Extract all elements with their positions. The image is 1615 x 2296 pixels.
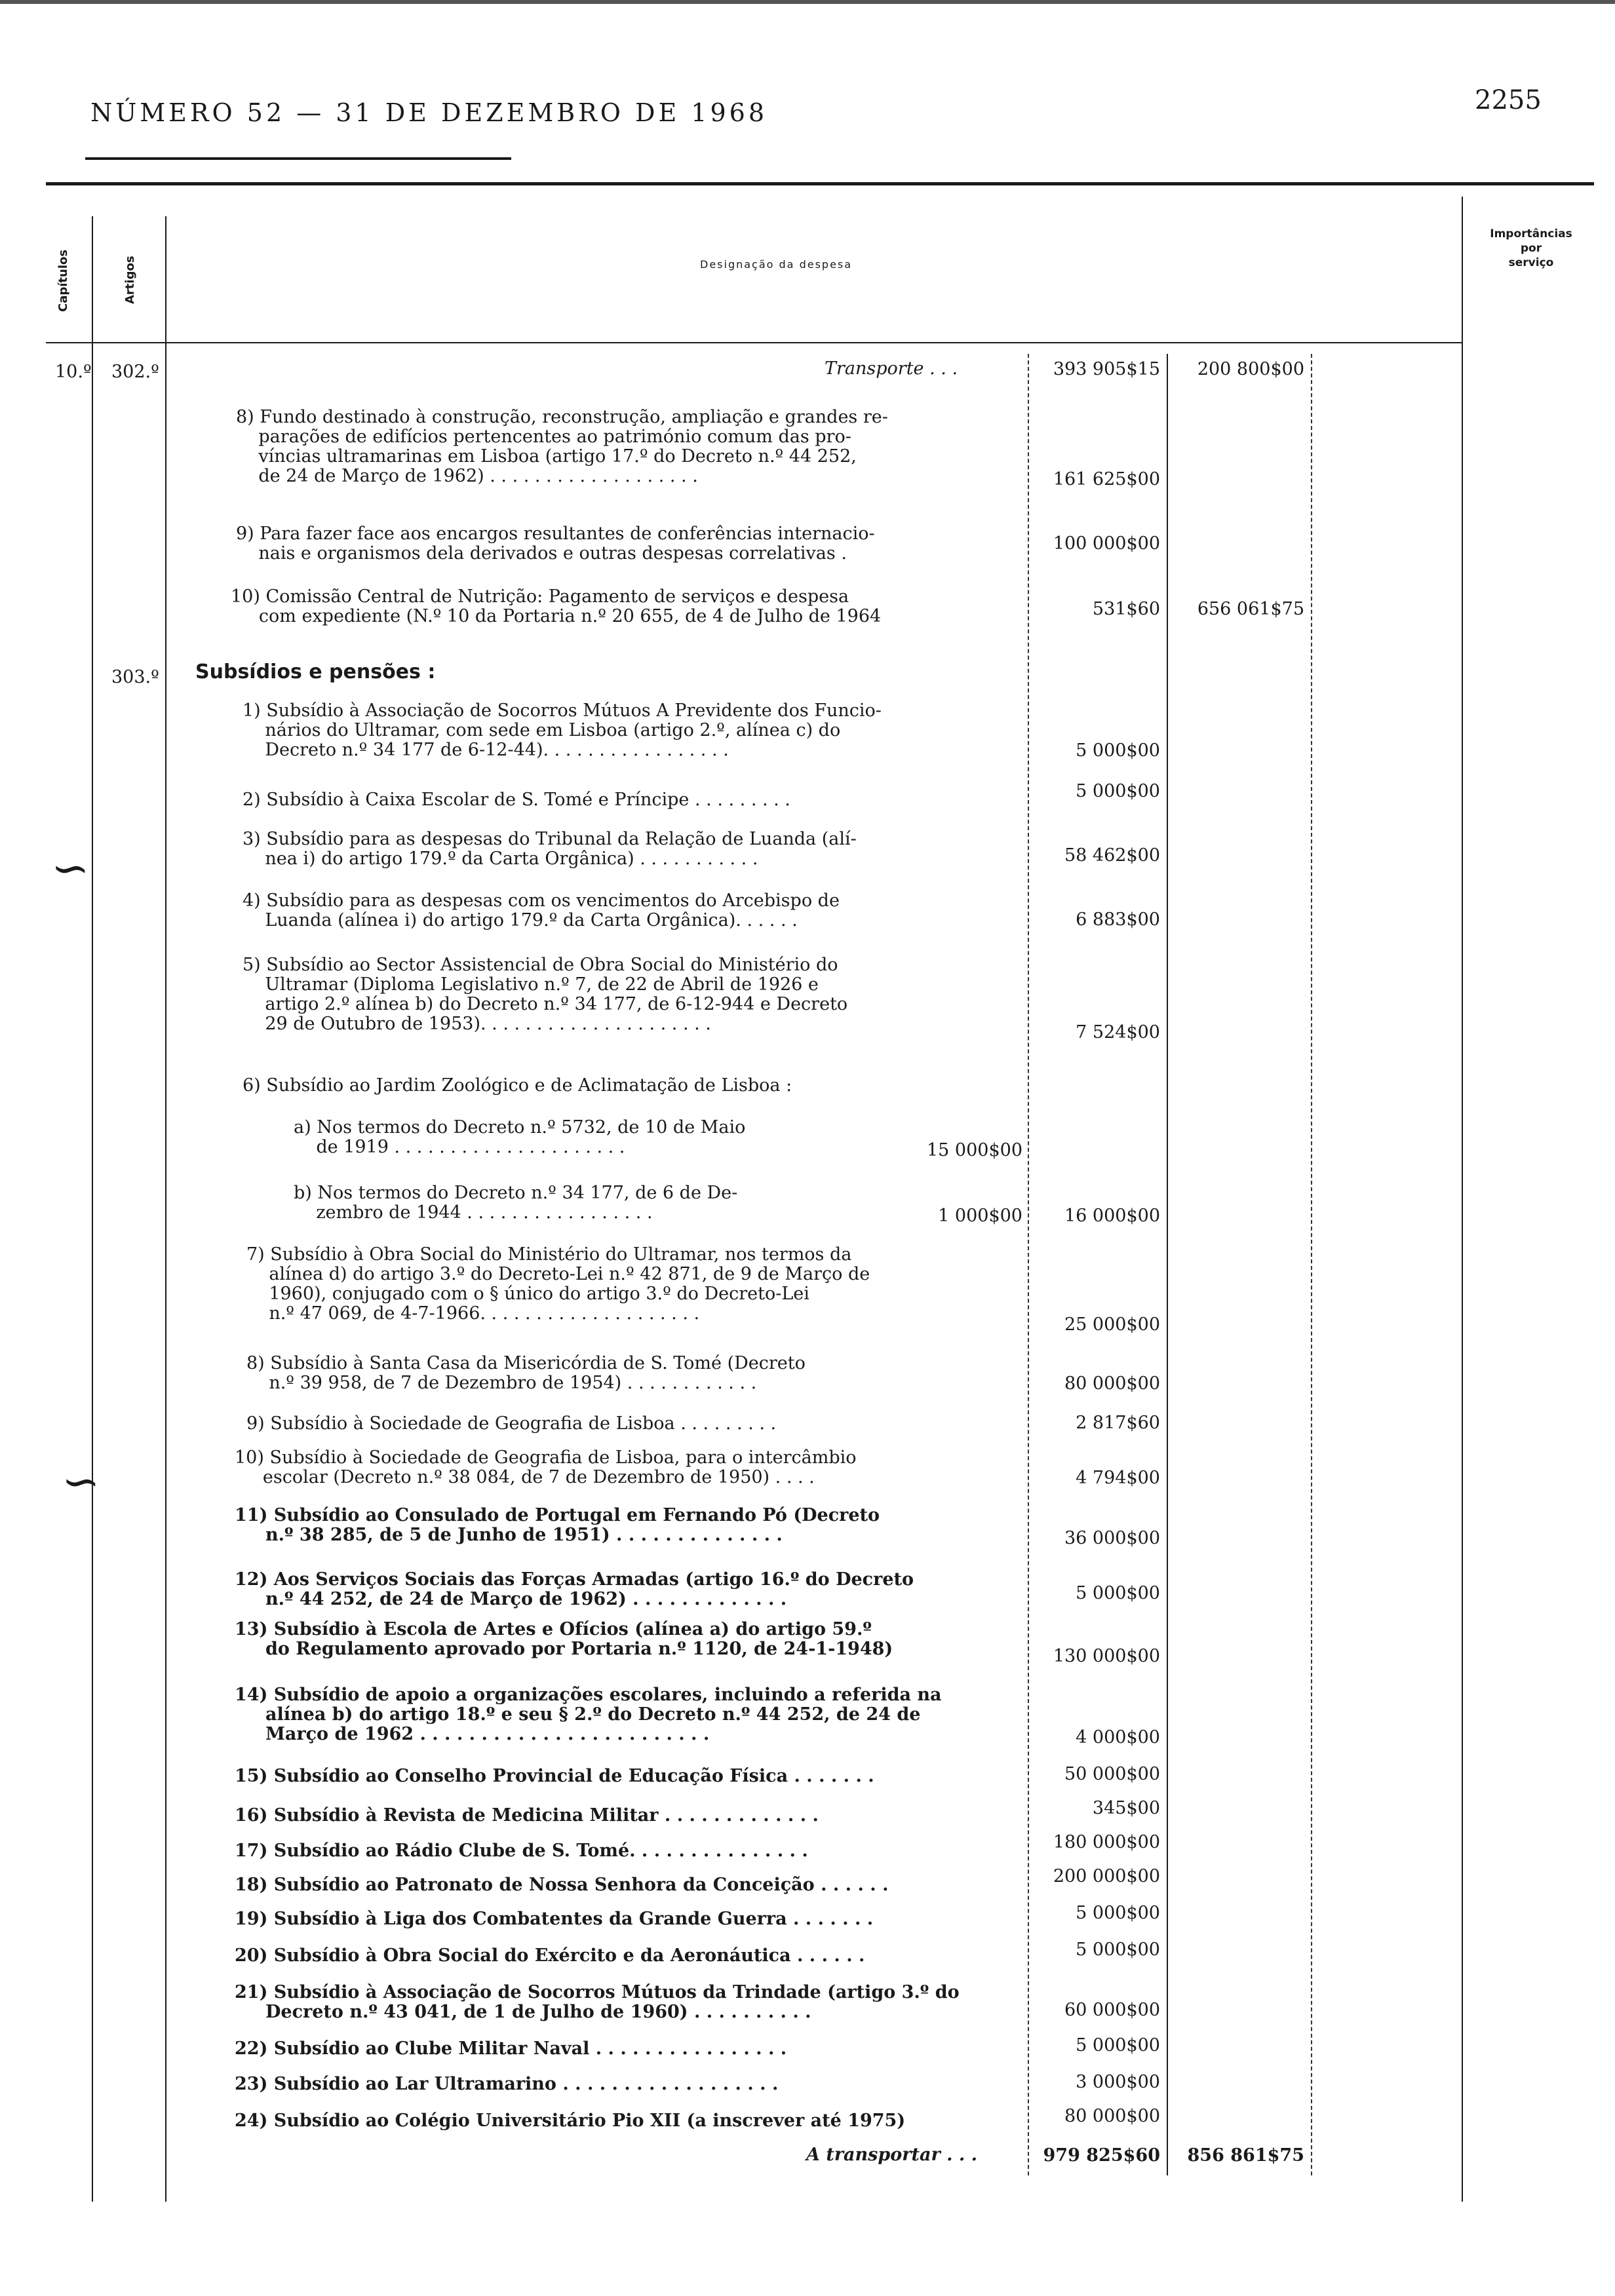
item-303-18-amount: 200 000$00 <box>1053 1866 1160 1886</box>
transporte-amount-1: 393 905$15 <box>1053 359 1160 379</box>
item-302-10-total: 656 061$75 <box>1197 599 1304 619</box>
col-divider-amount-a <box>1028 354 1029 2175</box>
item-303-15-text: 15) Subsídio ao Conselho Provincial de Educação Física . . . . . . . <box>235 1766 874 1786</box>
item-303-20-amount: 5 000$00 <box>1076 1940 1160 1960</box>
item-303-11-text: 11) Subsídio ao Consulado de Portugal em Fernando Pó (Decreto n.º 38 285, de 5 de Junho de 1951) . . . . . . . . . . . . . . <box>235 1505 880 1545</box>
col-divider-amount-c <box>1311 354 1312 2175</box>
capitulo-number: 10.º <box>55 362 92 382</box>
item-303-24-amount: 80 000$00 <box>1064 2106 1160 2126</box>
col-divider-importancias <box>1462 197 1463 2202</box>
item-303-9-text: 9) Subsídio à Sociedade de Geografia de Lisboa . . . . . . . . . <box>246 1413 777 1434</box>
item-303-6b-amount: 1 000$00 <box>938 1206 1022 1226</box>
item-303-14-text: 14) Subsídio de apoio a organizações escolares, incluindo a referida na alínea b) do artigo 18.º e seu § 2.º do Decreto n.º 44 252, de 24 de Março de 1962 . . . . . . . . . . . . . . . . . . . . . . . . <box>235 1685 942 1744</box>
a-transportar-amount-2: 856 861$75 <box>1187 2145 1304 2166</box>
item-303-10-text: 10) Subsídio à Sociedade de Geografia de Lisboa, para o intercâmbio escolar (Decreto n.º 38 084, de 7 de Dezembro de 1950) . . . . <box>235 1447 857 1487</box>
item-303-21-text: 21) Subsídio à Associação de Socorros Mútuos da Trindade (artigo 3.º do Decreto n.º 43 041, de 1 de Julho de 1960) . . . . . . . . . . <box>235 1982 960 2022</box>
transporte-amount-2: 200 800$00 <box>1197 359 1304 379</box>
item-303-19-text: 19) Subsídio à Liga dos Combatentes da Grande Guerra . . . . . . . <box>235 1909 874 1929</box>
col-header-artigos: Artigos <box>123 256 137 304</box>
margin-mark-icon: ∽ <box>51 841 90 895</box>
item-303-6a-text: a) Nos termos do Decreto n.º 5732, de 10 de Maio de 1919 . . . . . . . . . . . . . . . . . . . . . <box>294 1117 746 1157</box>
importancias-line-1: Importâncias <box>1490 227 1572 240</box>
item-302-9-text: 9) Para fazer face aos encargos resultantes de conferências internacio- nais e organismos dela derivados e outras despesas correlativas . <box>236 524 875 564</box>
item-303-2-text: 2) Subsídio à Caixa Escolar de S. Tomé e Príncipe . . . . . . . . . <box>243 790 790 810</box>
item-303-17-amount: 180 000$00 <box>1053 1832 1160 1852</box>
item-303-10-amount: 4 794$00 <box>1076 1468 1160 1488</box>
item-303-1-amount: 5 000$00 <box>1076 740 1160 761</box>
item-303-12-text: 12) Aos Serviços Sociais das Forças Armadas (artigo 16.º do Decreto n.º 44 252, de 24 de Março de 1962) . . . . . . . . . . . . . <box>235 1569 914 1609</box>
artigo-302: 302.º <box>111 362 159 382</box>
item-303-6-text: 6) Subsídio ao Jardim Zoológico e de Aclimatação de Lisboa : <box>243 1075 792 1096</box>
transporte-label: Transporte . . . <box>825 358 958 379</box>
item-303-7-amount: 25 000$00 <box>1064 1314 1160 1335</box>
a-transportar-amount-1: 979 825$60 <box>1043 2145 1160 2166</box>
item-303-6b-text: b) Nos termos do Decreto n.º 34 177, de 6 de De- zembro de 1944 . . . . . . . . . . . . . . . . . <box>294 1183 738 1223</box>
item-303-16-text: 16) Subsídio à Revista de Medicina Militar . . . . . . . . . . . . . <box>235 1805 819 1826</box>
col-header-capitulos: Capítulos <box>56 249 70 312</box>
item-303-23-text: 23) Subsídio ao Lar Ultramarino . . . . . . . . . . . . . . . . . . <box>235 2074 779 2094</box>
item-303-6-total: 16 000$00 <box>1064 1206 1160 1226</box>
col-divider-capitulos <box>92 216 93 2202</box>
item-303-17-text: 17) Subsídio ao Rádio Clube de S. Tomé. . . . . . . . . . . . . . . <box>235 1841 808 1861</box>
item-302-8-text: 8) Fundo destinado à construção, reconstrução, ampliação e grandes re- parações de edifícios pertencentes ao património comum das pro- víncias ultramarinas em Lisboa (artigo 17.º do Decreto n.º 44 252, de 24 de Março de 1962) . . . . . . . . . . . . . . . . . . . <box>236 407 888 486</box>
item-303-21-amount: 60 000$00 <box>1064 2000 1160 2020</box>
item-303-15-amount: 50 000$00 <box>1064 1764 1160 1784</box>
item-303-8-amount: 80 000$00 <box>1064 1373 1160 1394</box>
col-divider-amount-b <box>1167 354 1168 2175</box>
top-scan-edge <box>0 0 1615 4</box>
item-303-23-amount: 3 000$00 <box>1076 2072 1160 2092</box>
item-303-22-amount: 5 000$00 <box>1076 2035 1160 2056</box>
item-302-10-text: 10) Comissão Central de Nutrição: Pagamento de serviços e despesa com expediente (N.º 10 da Portaria n.º 20 655, de 4 de Julho de 1964 <box>231 586 882 626</box>
item-303-18-text: 18) Subsídio ao Patronato de Nossa Senhora da Conceição . . . . . . <box>235 1875 889 1895</box>
item-303-14-amount: 4 000$00 <box>1076 1727 1160 1748</box>
item-303-3-text: 3) Subsídio para as despesas do Tribunal da Relação de Luanda (alí- nea i) do artigo 179.º da Carta Orgânica) . . . . . . . . . . . <box>243 829 857 869</box>
table-header-rule <box>46 342 1462 343</box>
item-303-4-text: 4) Subsídio para as despesas com os vencimentos do Arcebispo de Luanda (alínea i) do artigo 179.º da Carta Orgânica). . . . . . <box>243 890 840 930</box>
header-title: NÚMERO 52 — 31 DE DEZEMBRO DE 1968 <box>90 98 768 127</box>
item-303-5-amount: 7 524$00 <box>1076 1022 1160 1043</box>
item-303-12-amount: 5 000$00 <box>1076 1583 1160 1603</box>
item-303-19-amount: 5 000$00 <box>1076 1903 1160 1923</box>
item-303-13-text: 13) Subsídio à Escola de Artes e Ofícios (alínea a) do artigo 59.º do Regulamento aprovado por Portaria n.º 1120, de 24-1-1948) <box>235 1619 893 1659</box>
item-303-8-text: 8) Subsídio à Santa Casa da Misericórdia de S. Tomé (Decreto n.º 39 958, de 7 de Dezembro de 1954) . . . . . . . . . . . . <box>246 1353 806 1393</box>
item-303-7-text: 7) Subsídio à Obra Social do Ministério do Ultramar, nos termos da alínea d) do artigo 3.º do Decreto-Lei n.º 42 871, de 9 de Março de 1960), conjugado com o § único do artigo 3.º do Decreto-Lei n.º 47 069, de 4-7-1966. . . . . . . . . . . . . . . . . . . . <box>246 1244 870 1324</box>
importancias-line-3: serviço <box>1508 256 1554 269</box>
item-303-16-amount: 345$00 <box>1092 1798 1160 1818</box>
a-transportar-label: A transportar . . . <box>806 2145 978 2165</box>
col-divider-artigos <box>165 216 166 2202</box>
item-302-8-amount: 161 625$00 <box>1053 469 1160 489</box>
item-303-22-text: 22) Subsídio ao Clube Militar Naval . . . . . . . . . . . . . . . . <box>235 2038 787 2059</box>
item-303-1-text: 1) Subsídio à Associação de Socorros Mútuos A Previdente dos Funcio- nários do Ultramar, com sede em Lisboa (artigo 2.º, alínea c) do Decreto n.º 34 177 de 6-12-44). . . . . . . . . . . . . . . . . <box>243 700 882 760</box>
section-subsidios-pensoes: Subsídios e pensões : <box>195 660 436 683</box>
header-underline <box>85 157 511 160</box>
item-303-11-amount: 36 000$00 <box>1064 1528 1160 1548</box>
item-303-2-amount: 5 000$00 <box>1076 781 1160 801</box>
col-header-designacao: Designação da despesa <box>700 258 853 271</box>
item-303-13-amount: 130 000$00 <box>1053 1646 1160 1666</box>
page-number: 2255 <box>1475 85 1542 115</box>
col-header-importancias <box>1466 227 1597 270</box>
item-302-10-amount: 531$60 <box>1092 599 1160 619</box>
item-302-9-amount: 100 000$00 <box>1053 533 1160 554</box>
item-303-4-amount: 6 883$00 <box>1076 909 1160 930</box>
item-303-24-text: 24) Subsídio ao Colégio Universitário Pio XII (a inscrever até 1975) <box>235 2111 906 2131</box>
artigo-303: 303.º <box>111 667 159 687</box>
item-303-9-amount: 2 817$60 <box>1076 1413 1160 1433</box>
item-303-6a-amount: 15 000$00 <box>926 1140 1022 1160</box>
table-top-rule <box>46 182 1594 185</box>
importancias-line-2: por <box>1520 242 1542 255</box>
item-303-20-text: 20) Subsídio à Obra Social do Exército e da Aeronáutica . . . . . . <box>235 1945 865 1966</box>
item-303-3-amount: 58 462$00 <box>1064 845 1160 866</box>
item-303-5-text: 5) Subsídio ao Sector Assistencial de Obra Social do Ministério do Ultramar (Diploma Legislativo n.º 7, de 22 de Abril de 1926 e artigo 2.º alínea b) do Decreto n.º 34 177, de 6-12-944 e Decreto 29 de Outubro de 1953). . . . . . . . . . . . . . . . . . . . . <box>243 955 848 1034</box>
margin-mark-icon: ∽ <box>62 1455 100 1508</box>
